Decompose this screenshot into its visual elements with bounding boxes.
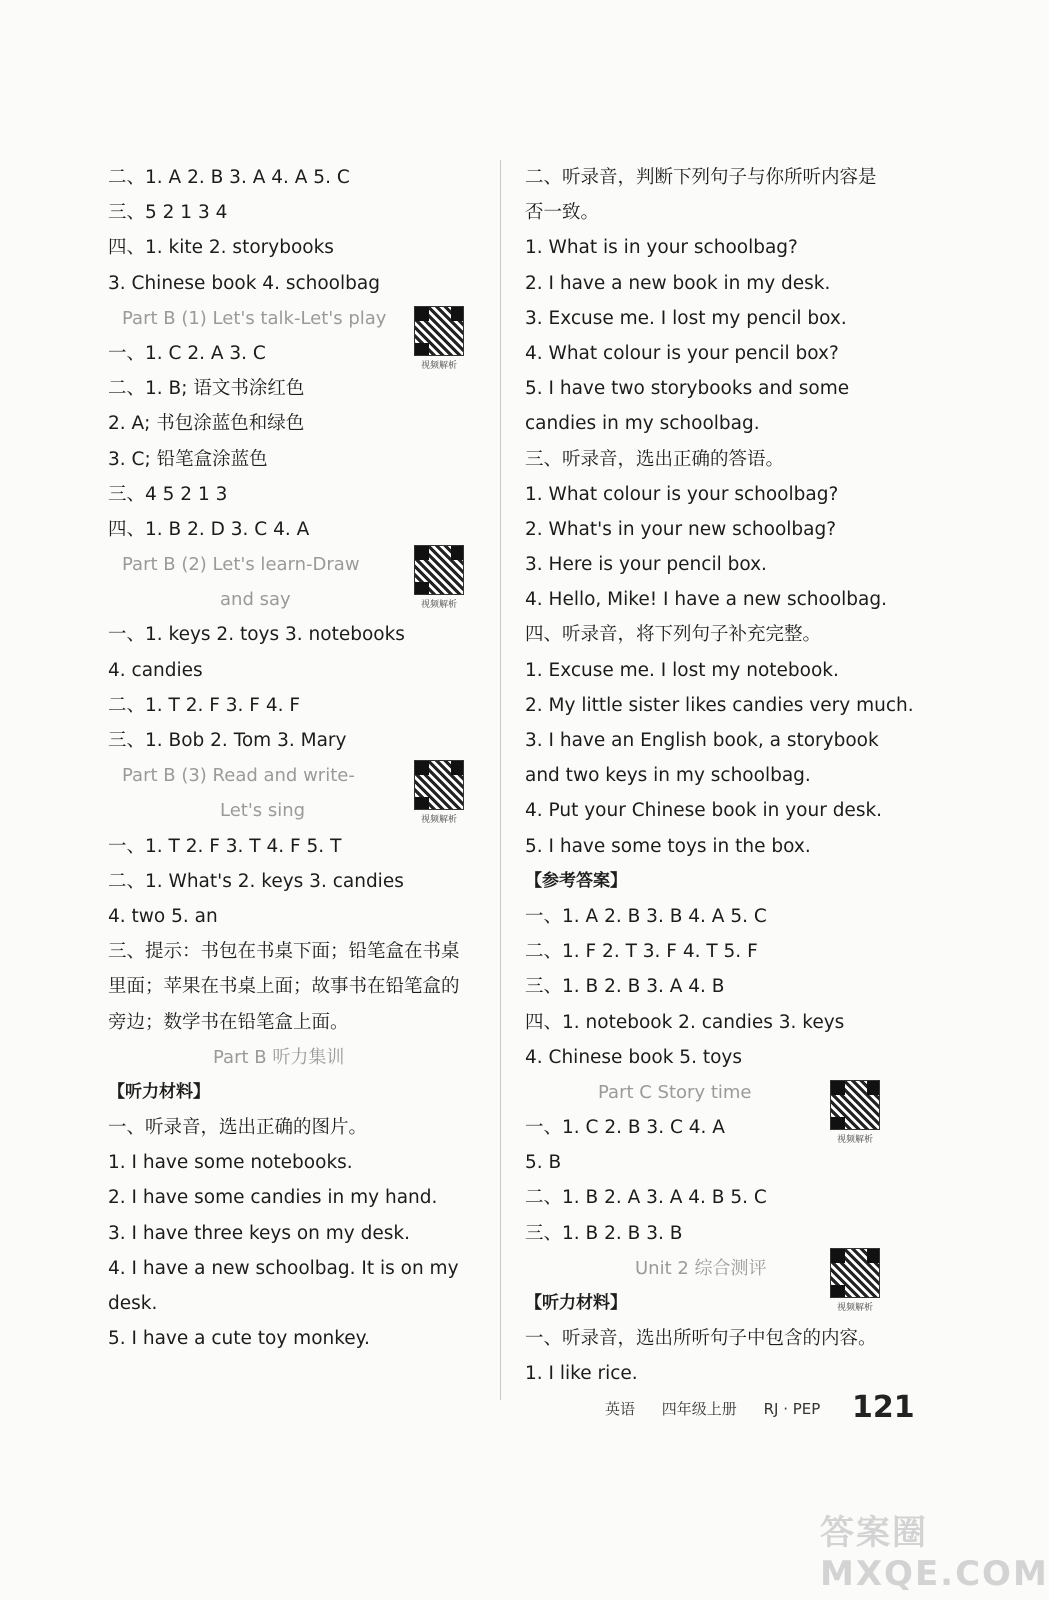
section-heading: Part B (1) Let's talk-Let's play: [122, 307, 387, 329]
answer-line: desk.: [108, 1293, 158, 1314]
answer-line: 二、1. B; 语文书涂红色: [108, 378, 305, 400]
answer-line: 一、1. C 2. B 3. C 4. A: [525, 1117, 725, 1139]
qr-caption: 视频解析: [420, 815, 457, 825]
page-number: 121: [852, 1390, 915, 1425]
answer-line: candies in my schoolbag.: [525, 413, 760, 435]
answer-line: 三、5 2 1 3 4: [108, 202, 228, 224]
answer-line: 4. Chinese book 5. toys: [525, 1046, 742, 1068]
answer-line: 里面；苹果在书桌上面；故事书在铅笔盒的: [108, 976, 460, 998]
answer-line: 4. two 5. an: [108, 905, 218, 927]
section-heading: and say: [220, 589, 291, 611]
answer-line: 2. I have a new book in my desk.: [525, 272, 831, 294]
answer-line: 一、1. T 2. F 3. T 4. F 5. T: [108, 835, 342, 857]
column-divider: [500, 160, 501, 1400]
answer-line: 2. What's in your new schoolbag?: [525, 518, 837, 540]
answer-line: 二、1. B 2. A 3. A 4. B 5. C: [525, 1187, 767, 1209]
answer-line: 三、提示：书包在书桌下面；铅笔盒在书桌: [108, 941, 460, 963]
answer-line: 三、1. B 2. B 3. B: [525, 1222, 683, 1244]
answer-line: 5. B: [525, 1152, 562, 1174]
answer-line: 四、听录音，将下列句子补充完整。: [525, 624, 822, 646]
answer-line: 3. Here is your pencil box.: [525, 554, 767, 576]
answer-line: 5. I have some toys in the box.: [525, 835, 811, 857]
section-heading: Let's sing: [220, 800, 306, 822]
answer-line: 3. Chinese book 4. schoolbag: [108, 272, 380, 294]
section-tag: 【听力材料】: [525, 1293, 627, 1313]
answer-line: 4. What colour is your pencil box?: [525, 342, 839, 364]
watermark: 答案圈 MXQE.COM: [820, 1513, 1049, 1594]
answer-line: 二、1. F 2. T 3. F 4. T 5. F: [525, 941, 758, 963]
answer-line: 三、1. B 2. B 3. A 4. B: [525, 976, 725, 998]
section-heading: Part B 听力集训: [213, 1046, 345, 1068]
answer-line: 二、1. T 2. F 3. F 4. F: [108, 694, 300, 716]
qr-code-icon[interactable]: [414, 306, 464, 371]
footer-edition: RJ · PEP: [763, 1400, 821, 1418]
answer-line: 2. I have some candies in my hand.: [108, 1187, 438, 1209]
answer-line: 4. candies: [108, 659, 203, 681]
answer-line: 四、1. notebook 2. candies 3. keys: [525, 1011, 845, 1033]
qr-code-icon[interactable]: [414, 545, 464, 610]
answer-line: 4. Put your Chinese book in your desk.: [525, 800, 883, 822]
section-tag: 【听力材料】: [108, 1081, 210, 1102]
answer-line: and two keys in my schoolbag.: [525, 765, 811, 787]
qr-caption: 视频解析: [836, 1303, 873, 1313]
answer-line: 4. I have a new schoolbag. It is on my: [108, 1257, 459, 1279]
qr-code-icon[interactable]: [414, 760, 464, 825]
answer-line: 5. I have a cute toy monkey.: [108, 1328, 370, 1350]
answer-line: 1. What colour is your schoolbag?: [525, 483, 839, 505]
answer-line: 旁边；数学书在铅笔盒上面。: [108, 1011, 349, 1033]
answer-line: 1. I have some notebooks.: [108, 1152, 353, 1174]
section-heading: Part C Story time: [598, 1081, 752, 1103]
answer-line: 3. I have three keys on my desk.: [108, 1222, 410, 1244]
answer-line: 四、1. kite 2. storybooks: [108, 237, 334, 259]
right-column: [525, 160, 914, 1392]
qr-code-icon[interactable]: [830, 1248, 880, 1313]
answer-line: 1. What is in your schoolbag?: [525, 237, 798, 259]
answer-line: 三、听录音，选出正确的答语。: [525, 448, 785, 470]
answer-line: 1. Excuse me. I lost my notebook.: [525, 659, 839, 681]
footer-grade: 四年级上册: [661, 1400, 737, 1418]
section-heading: Part B (2) Let's learn-Draw: [122, 554, 360, 576]
answer-line: 4. Hello, Mike! I have a new schoolbag.: [525, 589, 887, 611]
section-heading: Part B (3) Read and write-: [122, 765, 355, 787]
page-footer: [605, 1398, 842, 1419]
answer-line: 1. I like rice.: [525, 1363, 638, 1385]
answer-line: 二、1. What's 2. keys 3. candies: [108, 870, 404, 892]
qr-caption: 视频解析: [836, 1135, 873, 1145]
answer-line: 二、1. A 2. B 3. A 4. A 5. C: [108, 167, 350, 188]
answer-line: 一、听录音，选出所听句子中包含的内容。: [525, 1328, 877, 1350]
answer-line: 三、1. Bob 2. Tom 3. Mary: [108, 730, 347, 751]
section-heading: Unit 2 综合测评: [635, 1257, 767, 1279]
section-tag: 【参考答案】: [525, 870, 627, 891]
qr-code-icon[interactable]: [830, 1080, 880, 1145]
answer-line: 3. Excuse me. I lost my pencil box.: [525, 307, 847, 329]
answer-line: 5. I have two storybooks and some: [525, 378, 850, 400]
answer-line: 一、听录音，选出正确的图片。: [108, 1117, 368, 1139]
answer-line: 一、1. keys 2. toys 3. notebooks: [108, 624, 405, 646]
footer-subject: 英语: [605, 1400, 636, 1418]
answer-line: 2. My little sister likes candies very much.: [525, 694, 914, 716]
answer-line: 二、听录音，判断下列句子与你所听内容是: [525, 167, 877, 188]
answer-line: 3. C; 铅笔盒涂蓝色: [108, 448, 268, 470]
answer-line: 否一致。: [525, 202, 600, 224]
answer-line: 3. I have an English book, a storybook: [525, 730, 879, 751]
qr-caption: 视频解析: [420, 600, 457, 610]
answer-line: 一、1. C 2. A 3. C: [108, 342, 266, 364]
answer-line: 三、4 5 2 1 3: [108, 483, 228, 505]
qr-caption: 视频解析: [420, 361, 457, 371]
answer-line: 2. A; 书包涂蓝色和绿色: [108, 413, 305, 435]
answer-line: 一、1. A 2. B 3. B 4. A 5. C: [525, 905, 767, 927]
answer-line: 四、1. B 2. D 3. C 4. A: [108, 518, 310, 540]
